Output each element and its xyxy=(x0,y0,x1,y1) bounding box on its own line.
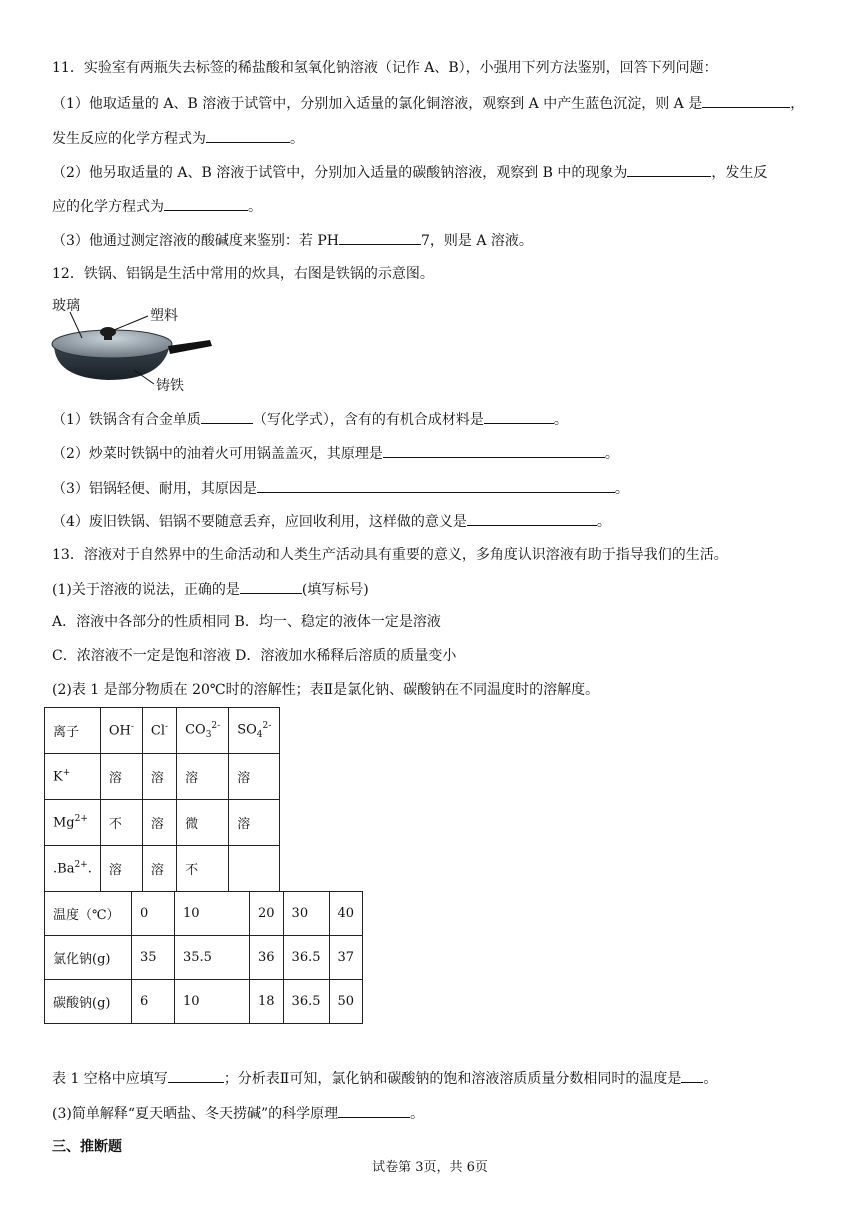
solubility-temperature-table xyxy=(44,891,363,1024)
table-cell: 溶 xyxy=(142,846,176,892)
table-cell: $SO_4^{2-}$ xyxy=(229,708,280,754)
answer-blank[interactable] xyxy=(201,409,253,424)
table-cell: 溶 xyxy=(142,754,176,800)
answer-blank[interactable] xyxy=(627,162,711,177)
table-cell-empty xyxy=(229,846,280,892)
q12-title: 12．铁锅、铝锅是生活中常用的炊具，右图是铁锅的示意图。 xyxy=(52,266,434,282)
q13-options-cd: C．浓溶液不一定是饱和溶液 D．溶液加水稀释后溶质的质量变小 xyxy=(52,648,457,664)
q11-title: 11．实验室有两瓶失去标签的稀盐酸和氢氧化钠溶液（记作 A、B），小强用下列方法鉴别，回答下列问题： xyxy=(52,60,718,76)
table-cell: 35 xyxy=(132,936,175,980)
table-cell: 溶 xyxy=(229,754,280,800)
q12-part1: （1）铁锅含有合金单质 （写化学式），含有的有机合成材料是 。 xyxy=(52,409,568,430)
table-cell: 10 xyxy=(175,980,250,1024)
answer-blank[interactable] xyxy=(168,1068,224,1083)
answer-blank[interactable] xyxy=(467,511,597,526)
table-cell: 50 xyxy=(329,980,363,1024)
q13-title: 13．溶液对于自然界中的生命活动和人类生产活动具有重要的意义，多角度认识溶液有助于指导我们的生活。 xyxy=(52,547,728,563)
table-cell: 10 xyxy=(175,892,250,936)
table-cell: 氯化钠(g) xyxy=(45,936,132,980)
q13-part3: (3)简单解释“夏天晒盐、冬天捞碱”的科学原理 。 xyxy=(52,1103,424,1124)
table-cell: 37 xyxy=(329,936,363,980)
q11-part1-line2: 发生反应的化学方程式为 。 xyxy=(52,128,304,149)
q13-part1: (1)关于溶液的说法，正确的是 (填写标号) xyxy=(52,579,369,600)
table-row xyxy=(45,754,280,800)
q13-options-ab: A．溶液中各部分的性质相同 B．均一、稳定的液体一定是溶液 xyxy=(52,614,441,630)
answer-blank[interactable] xyxy=(484,409,554,424)
q11-part2-line2: 应的化学方程式为 。 xyxy=(52,196,262,217)
wok-diagram xyxy=(50,296,220,394)
q13-table-question: 表 1 空格中应填写 ；分析表Ⅱ可知，氯化钠和碳酸钠的饱和溶液溶质质量分数相同时的温度是 。 xyxy=(52,1068,717,1089)
q11-part2-line1: （2）他另取适量的 A、B 溶液于试管中，分别加入适量的碳酸钠溶液，观察到 B 中的现象为 ，发生反 xyxy=(52,162,767,183)
table-cell: 20 xyxy=(250,892,284,936)
table-row xyxy=(45,708,280,754)
section-heading: 三、推断题 xyxy=(52,1139,122,1155)
q11-part1-line1: （1）他取适量的 A、B 溶液于试管中，分别加入适量的氯化铜溶液，观察到 A 中产生蓝色沉淀，则 A 是 ， xyxy=(52,93,804,114)
table-cell: 离子 xyxy=(45,708,101,754)
table-cell: K+ xyxy=(45,754,101,800)
table-cell: 碳酸钠(g) xyxy=(45,980,132,1024)
table-cell: 36.5 xyxy=(283,936,329,980)
q12-part3: （3）铝锅轻便、耐用，其原因是 。 xyxy=(52,478,629,499)
q12-part2: （2）炒菜时铁锅中的油着火可用锅盖盖灭，其原理是 。 xyxy=(52,443,619,464)
answer-blank[interactable] xyxy=(206,128,290,143)
table-cell: 18 xyxy=(250,980,284,1024)
table-cell: 30 xyxy=(283,892,329,936)
answer-blank[interactable] xyxy=(257,478,615,493)
table-cell: $.Ba^{2+}$. xyxy=(45,846,101,892)
table-row xyxy=(45,936,363,980)
table-cell: 36 xyxy=(250,936,284,980)
answer-blank[interactable] xyxy=(383,443,605,458)
answer-blank[interactable] xyxy=(681,1068,703,1083)
table-cell: OH- xyxy=(100,708,142,754)
table-cell: 不 xyxy=(100,800,142,846)
table-cell: 40 xyxy=(329,892,363,936)
table-row xyxy=(45,980,363,1024)
table-row xyxy=(45,892,363,936)
answer-blank[interactable] xyxy=(338,1103,410,1118)
q12-part4: （4）废旧铁锅、铝锅不要随意丢弃，应回收利用，这样做的意义是 。 xyxy=(52,511,611,532)
label-cast-iron: 铸铁 xyxy=(156,378,184,394)
solubility-table xyxy=(44,707,280,892)
answer-blank[interactable] xyxy=(702,93,790,108)
table-cell: 6 xyxy=(132,980,175,1024)
table-cell: 36.5 xyxy=(283,980,329,1024)
table-cell: Cl- xyxy=(142,708,176,754)
table-cell: 微 xyxy=(177,800,229,846)
table-row xyxy=(45,800,280,846)
table-cell: 不 xyxy=(177,846,229,892)
table-cell: $CO_3^{2-}$ xyxy=(177,708,229,754)
label-glass: 玻璃 xyxy=(52,298,80,314)
table-cell: 溶 xyxy=(177,754,229,800)
table-row xyxy=(45,846,280,892)
table-cell: 温度（℃） xyxy=(45,892,132,936)
table-cell: 35.5 xyxy=(175,936,250,980)
q13-part2: (2)表 1 是部分物质在 20℃时的溶解性；表Ⅱ是氯化钠、碳酸钠在不同温度时的溶解度。 xyxy=(52,682,600,698)
table-cell: 0 xyxy=(132,892,175,936)
page-footer: 试卷第 3页，共 6页 xyxy=(372,1160,488,1175)
table-cell: $Mg^{2+}$ xyxy=(45,800,101,846)
table-cell: 溶 xyxy=(229,800,280,846)
q11-part3: （3）他通过测定溶液的酸碱度来鉴别：若 PH 7，则是 A 溶液。 xyxy=(52,230,533,251)
label-plastic: 塑料 xyxy=(150,308,178,324)
answer-blank[interactable] xyxy=(164,196,248,211)
table-cell: 溶 xyxy=(100,754,142,800)
answer-blank[interactable] xyxy=(240,579,302,594)
answer-blank[interactable] xyxy=(339,230,421,245)
table-cell: 溶 xyxy=(142,800,176,846)
table-cell: 溶 xyxy=(100,846,142,892)
